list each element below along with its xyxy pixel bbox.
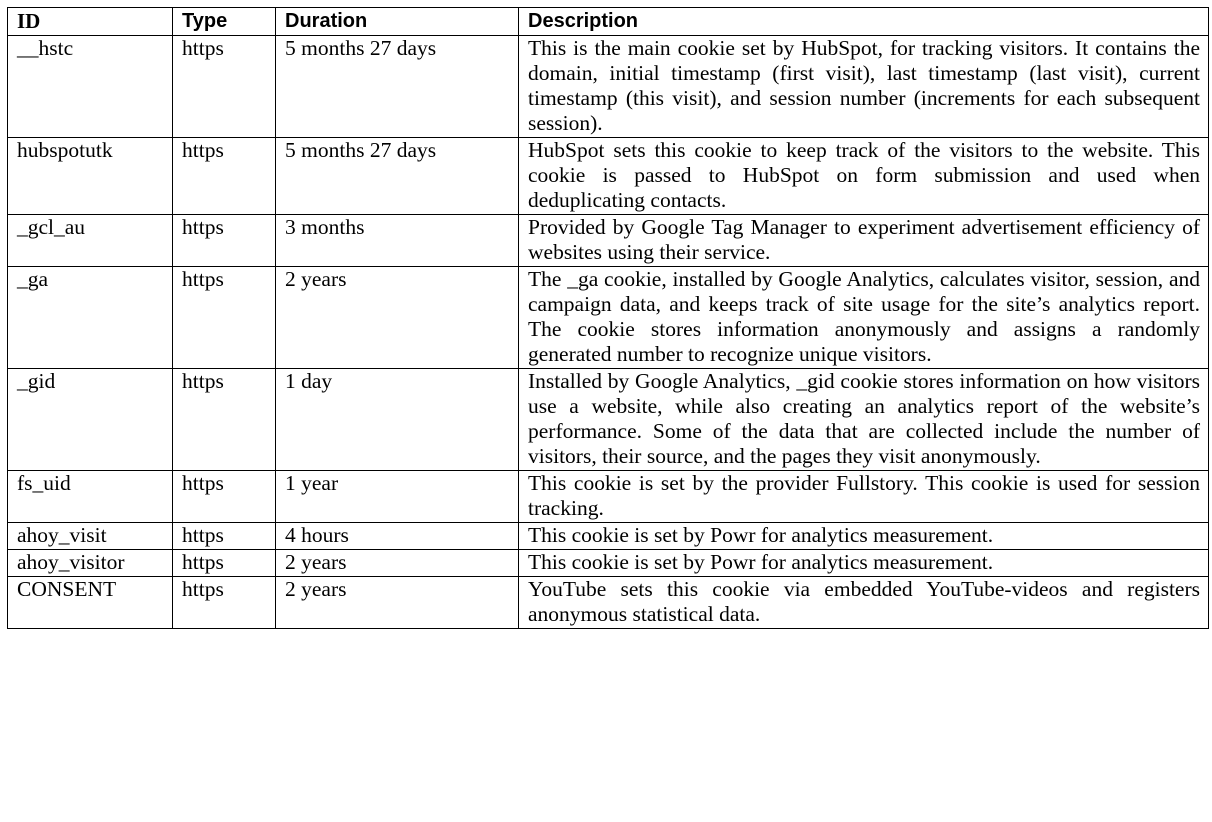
cookie-id: ahoy_visitor [8, 550, 173, 577]
header-id: ID [8, 8, 173, 36]
cookie-type: https [173, 267, 276, 369]
table-row [8, 369, 1209, 471]
header-duration: Duration [276, 8, 519, 36]
table-header [8, 8, 1209, 36]
table-row [8, 215, 1209, 267]
cookie-type: https [173, 215, 276, 267]
table-row [8, 550, 1209, 577]
cookie-duration: 1 day [276, 369, 519, 471]
cookie-description: The _ga cookie, installed by Google Analytics, calculates visitor, session, and campaign data, and keeps track of site usage for the site’s analytics report. The cookie stores information anonymously and assigns a randomly generated number to recognize unique visitors. [519, 267, 1209, 369]
cookie-id: _ga [8, 267, 173, 369]
cookie-type: https [173, 471, 276, 523]
cookie-id: ahoy_visit [8, 523, 173, 550]
table-row [8, 471, 1209, 523]
cookie-description: This cookie is set by Powr for analytics measurement. [519, 523, 1209, 550]
table-row [8, 523, 1209, 550]
cookie-table [7, 7, 1209, 629]
cookie-duration: 5 months 27 days [276, 138, 519, 215]
cookie-id: _gid [8, 369, 173, 471]
cookie-description: This is the main cookie set by HubSpot, for tracking visitors. It contains the domain, initial timestamp (first visit), last timestamp (last visit), current timestamp (this visit), and session number (increments for each subsequent session). [519, 36, 1209, 138]
cookie-description: HubSpot sets this cookie to keep track of the visitors to the website. This cookie is passed to HubSpot on form submission and used when deduplicating contacts. [519, 138, 1209, 215]
cookie-description: This cookie is set by the provider Fullstory. This cookie is used for session tracking. [519, 471, 1209, 523]
cookie-type: https [173, 550, 276, 577]
cookie-duration: 4 hours [276, 523, 519, 550]
cookie-duration: 3 months [276, 215, 519, 267]
cookie-id: fs_uid [8, 471, 173, 523]
cookie-duration: 2 years [276, 550, 519, 577]
table-row [8, 138, 1209, 215]
cookie-type: https [173, 369, 276, 471]
cookie-type: https [173, 138, 276, 215]
cookie-id: __hstc [8, 36, 173, 138]
table-row [8, 36, 1209, 138]
cookie-duration: 2 years [276, 267, 519, 369]
cookie-description: Installed by Google Analytics, _gid cookie stores information on how visitors use a website, while also creating an analytics report of the website’s performance. Some of the data that are collected include the number of visitors, their source, and the pages they visit anonymously. [519, 369, 1209, 471]
cookie-description: Provided by Google Tag Manager to experiment advertisement efficiency of websites using their service. [519, 215, 1209, 267]
cookie-duration: 2 years [276, 577, 519, 629]
table-row [8, 267, 1209, 369]
cookie-id: hubspotutk [8, 138, 173, 215]
header-row [8, 8, 1209, 36]
cookie-id: CONSENT [8, 577, 173, 629]
cookie-duration: 5 months 27 days [276, 36, 519, 138]
header-description: Description [519, 8, 1209, 36]
cookie-type: https [173, 577, 276, 629]
cookie-duration: 1 year [276, 471, 519, 523]
cookie-description: YouTube sets this cookie via embedded YouTube-videos and registers anonymous statistical data. [519, 577, 1209, 629]
table-body [8, 36, 1209, 629]
cookie-type: https [173, 36, 276, 138]
table-row [8, 577, 1209, 629]
header-type: Type [173, 8, 276, 36]
cookie-type: https [173, 523, 276, 550]
cookie-id: _gcl_au [8, 215, 173, 267]
cookie-description: This cookie is set by Powr for analytics measurement. [519, 550, 1209, 577]
